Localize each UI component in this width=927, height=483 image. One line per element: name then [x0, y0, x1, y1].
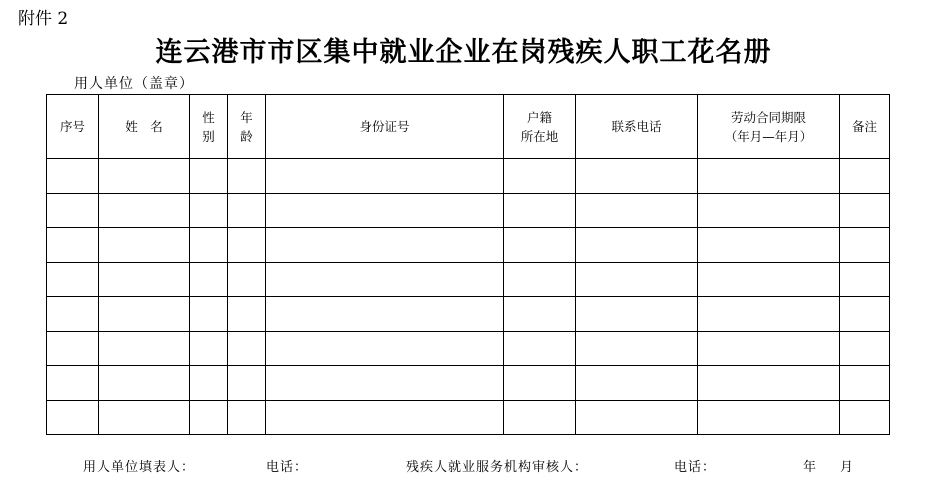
cell-contract_term[interactable] [698, 262, 840, 297]
cell-seq[interactable] [47, 297, 99, 332]
header-seq: 序号 [47, 95, 99, 159]
header-remarks: 备注 [840, 95, 890, 159]
cell-gender[interactable] [190, 193, 228, 228]
cell-contract_term[interactable] [698, 297, 840, 332]
phone-label-2: 电话： [674, 460, 717, 475]
cell-phone[interactable] [576, 400, 698, 435]
cell-name[interactable] [99, 262, 190, 297]
header-gender: 性 别 [190, 95, 228, 159]
cell-gender[interactable] [190, 262, 228, 297]
cell-contract_term[interactable] [698, 331, 840, 366]
cell-phone[interactable] [576, 159, 698, 194]
cell-name[interactable] [99, 400, 190, 435]
cell-household[interactable] [504, 400, 576, 435]
table-row [47, 366, 890, 401]
cell-phone[interactable] [576, 297, 698, 332]
cell-contract_term[interactable] [698, 193, 840, 228]
table-row [47, 228, 890, 263]
cell-id_number[interactable] [266, 159, 504, 194]
cell-household[interactable] [504, 193, 576, 228]
cell-age[interactable] [228, 366, 266, 401]
cell-name[interactable] [99, 228, 190, 263]
cell-name[interactable] [99, 297, 190, 332]
cell-gender[interactable] [190, 331, 228, 366]
cell-remarks[interactable] [840, 331, 890, 366]
table-row [47, 193, 890, 228]
cell-remarks[interactable] [840, 400, 890, 435]
table-row [47, 297, 890, 332]
cell-household[interactable] [504, 331, 576, 366]
table-row [47, 400, 890, 435]
filler-label: 用人单位填表人： [83, 460, 196, 475]
year-label: 年 [803, 460, 818, 475]
cell-remarks[interactable] [840, 159, 890, 194]
cell-id_number[interactable] [266, 193, 504, 228]
cell-phone[interactable] [576, 331, 698, 366]
cell-seq[interactable] [47, 331, 99, 366]
cell-household[interactable] [504, 159, 576, 194]
cell-remarks[interactable] [840, 228, 890, 263]
cell-seq[interactable] [47, 262, 99, 297]
employer-unit-label: 用人单位（盖章） [74, 76, 194, 92]
employee-roster-table [46, 94, 890, 435]
cell-seq[interactable] [47, 228, 99, 263]
cell-gender[interactable] [190, 228, 228, 263]
cell-phone[interactable] [576, 262, 698, 297]
cell-age[interactable] [228, 331, 266, 366]
table-header-row [47, 95, 890, 159]
cell-age[interactable] [228, 297, 266, 332]
cell-gender[interactable] [190, 400, 228, 435]
cell-contract_term[interactable] [698, 228, 840, 263]
roster-body [47, 159, 890, 435]
cell-contract_term[interactable] [698, 400, 840, 435]
cell-remarks[interactable] [840, 193, 890, 228]
table-row [47, 262, 890, 297]
reviewer-label: 残疾人就业服务机构审核人： [406, 460, 589, 475]
cell-household[interactable] [504, 228, 576, 263]
cell-name[interactable] [99, 193, 190, 228]
header-name: 姓 名 [99, 95, 190, 159]
cell-id_number[interactable] [266, 366, 504, 401]
month-label: 月 [840, 460, 855, 475]
cell-household[interactable] [504, 366, 576, 401]
cell-seq[interactable] [47, 400, 99, 435]
cell-contract_term[interactable] [698, 159, 840, 194]
header-id-number: 身份证号 [266, 95, 504, 159]
table-row [47, 331, 890, 366]
cell-remarks[interactable] [840, 366, 890, 401]
cell-age[interactable] [228, 228, 266, 263]
cell-remarks[interactable] [840, 262, 890, 297]
cell-gender[interactable] [190, 366, 228, 401]
cell-id_number[interactable] [266, 331, 504, 366]
cell-seq[interactable] [47, 193, 99, 228]
cell-phone[interactable] [576, 193, 698, 228]
header-contract-term: 劳动合同期限 （年月—年月） [698, 95, 840, 159]
cell-age[interactable] [228, 193, 266, 228]
cell-id_number[interactable] [266, 228, 504, 263]
cell-phone[interactable] [576, 366, 698, 401]
cell-name[interactable] [99, 366, 190, 401]
header-household: 户籍 所在地 [504, 95, 576, 159]
cell-gender[interactable] [190, 297, 228, 332]
cell-name[interactable] [99, 159, 190, 194]
cell-household[interactable] [504, 297, 576, 332]
cell-age[interactable] [228, 262, 266, 297]
cell-seq[interactable] [47, 159, 99, 194]
attachment-label: 附件 2 [18, 9, 69, 29]
cell-seq[interactable] [47, 366, 99, 401]
table-row [47, 159, 890, 194]
document-title: 连云港市市区集中就业企业在岗残疾人职工花名册 [155, 37, 772, 68]
cell-age[interactable] [228, 159, 266, 194]
cell-contract_term[interactable] [698, 366, 840, 401]
cell-gender[interactable] [190, 159, 228, 194]
cell-id_number[interactable] [266, 297, 504, 332]
header-age: 年 龄 [228, 95, 266, 159]
cell-remarks[interactable] [840, 297, 890, 332]
phone-label-1: 电话： [266, 460, 309, 475]
cell-id_number[interactable] [266, 400, 504, 435]
cell-phone[interactable] [576, 228, 698, 263]
cell-name[interactable] [99, 331, 190, 366]
cell-age[interactable] [228, 400, 266, 435]
cell-household[interactable] [504, 262, 576, 297]
cell-id_number[interactable] [266, 262, 504, 297]
header-phone: 联系电话 [576, 95, 698, 159]
